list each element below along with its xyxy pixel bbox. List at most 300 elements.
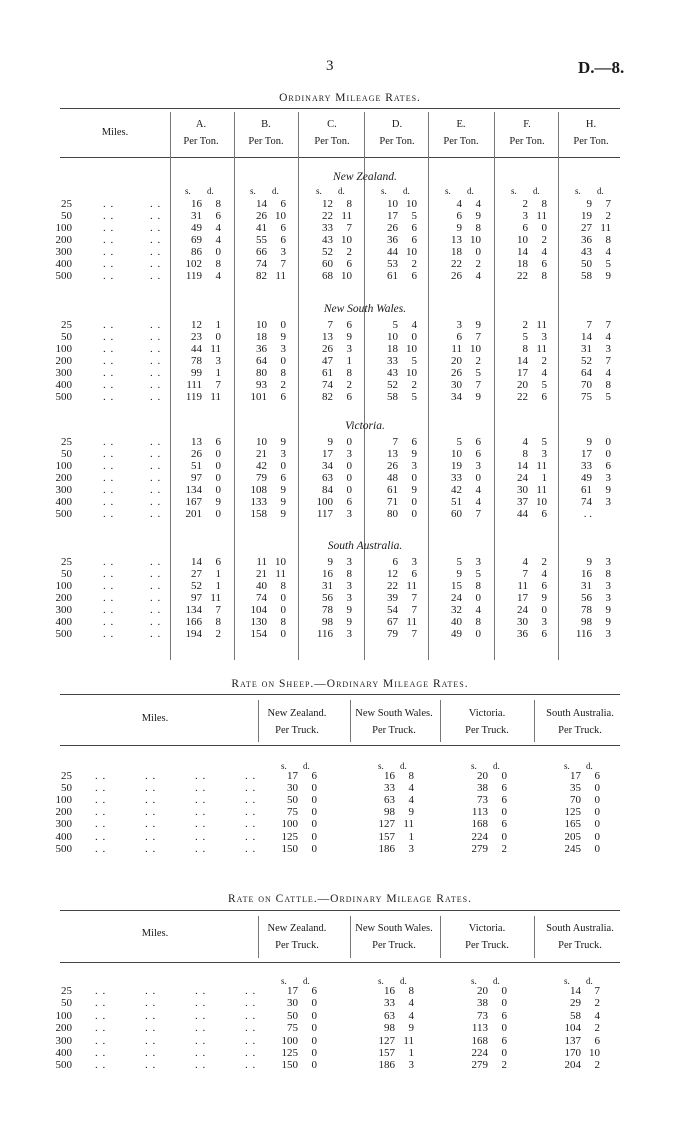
shillings-value: 9 bbox=[586, 198, 592, 210]
leader-dots: . . bbox=[150, 355, 162, 367]
leader-dots: . . bbox=[103, 508, 115, 520]
leader-dots: . . bbox=[150, 379, 162, 391]
shillings-value: 52 bbox=[322, 246, 333, 258]
pence-value: 3 bbox=[605, 472, 611, 484]
shillings-value: 58 bbox=[387, 391, 398, 403]
leader-dots: . . bbox=[145, 794, 157, 806]
pence-value: 3 bbox=[346, 592, 352, 604]
pence-value: 0 bbox=[411, 331, 417, 343]
pence-value: 11 bbox=[341, 210, 352, 222]
shillings-value: 21 bbox=[256, 448, 267, 460]
leader-dots: . . bbox=[95, 1010, 107, 1022]
leader-dots: . . bbox=[150, 331, 162, 343]
leader-dots: . . bbox=[150, 616, 162, 628]
t2-column-header bbox=[441, 705, 533, 739]
shillings-value: 74 bbox=[256, 258, 267, 270]
pence-value: 7 bbox=[475, 508, 481, 520]
shillings-value: 204 bbox=[564, 1059, 581, 1071]
pence-value: 8 bbox=[605, 379, 611, 391]
pence-value: 9 bbox=[280, 484, 286, 496]
t3-column-unit: Per Truck. bbox=[465, 940, 509, 951]
shillings-value: 22 bbox=[322, 210, 333, 222]
leader-dots: . . bbox=[103, 331, 115, 343]
pence-value: 2 bbox=[541, 355, 547, 367]
pence-value: 0 bbox=[311, 843, 317, 855]
shillings-value: 97 bbox=[191, 592, 202, 604]
pence-value: 6 bbox=[475, 448, 481, 460]
shillings-value: 10 bbox=[517, 234, 528, 246]
t1-pence-label: d. bbox=[533, 186, 540, 196]
pence-value: 1 bbox=[215, 367, 221, 379]
pence-value: 7 bbox=[605, 319, 611, 331]
shillings-value: 70 bbox=[581, 379, 592, 391]
pence-value: 5 bbox=[411, 355, 417, 367]
shillings-value: 13 bbox=[191, 436, 202, 448]
pence-value: 9 bbox=[280, 436, 286, 448]
shillings-value: 32 bbox=[451, 604, 462, 616]
miles-value: 25 bbox=[61, 198, 72, 210]
t3-column-header bbox=[441, 920, 533, 954]
t3-column-header bbox=[534, 920, 626, 954]
shillings-value: 113 bbox=[471, 1022, 488, 1034]
pence-value: 4 bbox=[411, 319, 417, 331]
pence-value: 6 bbox=[346, 319, 352, 331]
miles-value: 100 bbox=[55, 222, 72, 234]
shillings-value: 100 bbox=[316, 496, 333, 508]
pence-value: 6 bbox=[215, 556, 221, 568]
shillings-value: 58 bbox=[570, 1010, 581, 1022]
pence-value: 6 bbox=[411, 234, 417, 246]
leader-dots: . . bbox=[103, 319, 115, 331]
shillings-value: 68 bbox=[322, 270, 333, 282]
shillings-value: 11 bbox=[517, 580, 528, 592]
shillings-value: 30 bbox=[287, 782, 298, 794]
shillings-value: 84 bbox=[322, 484, 333, 496]
shillings-value: 9 bbox=[327, 436, 333, 448]
pence-value: 11 bbox=[536, 484, 547, 496]
shillings-value: 31 bbox=[322, 580, 333, 592]
miles-value: 100 bbox=[55, 794, 72, 806]
pence-value: 0 bbox=[215, 460, 221, 472]
pence-value: 4 bbox=[475, 270, 481, 282]
pence-value: 8 bbox=[346, 198, 352, 210]
pence-value: 0 bbox=[311, 1022, 317, 1034]
shillings-value: 17 bbox=[287, 985, 298, 997]
shillings-value: 14 bbox=[517, 460, 528, 472]
miles-value: 400 bbox=[55, 379, 72, 391]
shillings-value: 7 bbox=[522, 568, 528, 580]
shillings-value: 279 bbox=[471, 1059, 488, 1071]
shillings-value: 37 bbox=[517, 496, 528, 508]
leader-dots: . . bbox=[95, 843, 107, 855]
t1-column-unit: Per Ton. bbox=[183, 136, 219, 147]
table-row bbox=[0, 319, 700, 331]
pence-value: 4 bbox=[605, 367, 611, 379]
leader-dots: . . bbox=[195, 818, 207, 830]
pence-value: 8 bbox=[605, 568, 611, 580]
t2-pence-label: d. bbox=[493, 761, 500, 771]
shillings-value: 30 bbox=[287, 997, 298, 1009]
shillings-value: 16 bbox=[384, 770, 395, 782]
shillings-value: 14 bbox=[517, 246, 528, 258]
pence-value: 5 bbox=[411, 210, 417, 222]
miles-value: 500 bbox=[55, 508, 72, 520]
t1-pence-label: d. bbox=[467, 186, 474, 196]
pence-value: 7 bbox=[411, 604, 417, 616]
leader-dots: . . bbox=[145, 806, 157, 818]
pence-value: 6 bbox=[311, 770, 317, 782]
t1-column-unit: Per Ton. bbox=[248, 136, 284, 147]
leader-dots: . . bbox=[103, 628, 115, 640]
document-reference: D.—8. bbox=[578, 58, 625, 77]
shillings-value: 130 bbox=[250, 616, 267, 628]
pence-value: 6 bbox=[541, 580, 547, 592]
pence-value: 11 bbox=[406, 616, 417, 628]
pence-value: 3 bbox=[346, 448, 352, 460]
shillings-value: 116 bbox=[316, 628, 333, 640]
pence-value: 2 bbox=[411, 258, 417, 270]
t2-column-unit: Per Truck. bbox=[558, 725, 602, 736]
leader-dots: . . bbox=[95, 1022, 107, 1034]
shillings-value: 56 bbox=[581, 592, 592, 604]
miles-value: 400 bbox=[55, 616, 72, 628]
shillings-value: 165 bbox=[564, 818, 581, 830]
pence-value: 11 bbox=[210, 343, 221, 355]
shillings-value: 97 bbox=[191, 472, 202, 484]
leader-dots: . . bbox=[245, 843, 257, 855]
leader-dots: . . bbox=[95, 1059, 107, 1071]
shillings-value: 82 bbox=[322, 391, 333, 403]
shillings-value: 80 bbox=[387, 508, 398, 520]
shillings-value: 61 bbox=[581, 484, 592, 496]
shillings-value: 113 bbox=[471, 806, 488, 818]
shillings-value: 21 bbox=[256, 568, 267, 580]
t2-column-unit: Per Truck. bbox=[275, 725, 319, 736]
miles-value: 400 bbox=[55, 496, 72, 508]
pence-value: 3 bbox=[541, 448, 547, 460]
shillings-value: 4 bbox=[522, 436, 528, 448]
pence-value: 8 bbox=[475, 580, 481, 592]
pence-value: 3 bbox=[346, 580, 352, 592]
pence-value: 0 bbox=[346, 484, 352, 496]
shillings-value: 42 bbox=[451, 484, 462, 496]
pence-value: 6 bbox=[280, 198, 286, 210]
table-row bbox=[0, 1022, 700, 1034]
shillings-value: 55 bbox=[256, 234, 267, 246]
pence-value: 5 bbox=[605, 391, 611, 403]
shillings-value: 86 bbox=[191, 246, 202, 258]
pence-value: 3 bbox=[605, 580, 611, 592]
t1-shillings-label: s. bbox=[381, 186, 387, 196]
shillings-value: 61 bbox=[322, 367, 333, 379]
leader-dots: . . bbox=[195, 985, 207, 997]
pence-value: 3 bbox=[280, 343, 286, 355]
table-row bbox=[0, 331, 700, 343]
pence-value: 0 bbox=[346, 436, 352, 448]
pence-value: 0 bbox=[411, 496, 417, 508]
shillings-value: 61 bbox=[387, 270, 398, 282]
shillings-value: 6 bbox=[522, 222, 528, 234]
shillings-value: 18 bbox=[387, 343, 398, 355]
shillings-value: 19 bbox=[451, 460, 462, 472]
shillings-value: 14 bbox=[191, 556, 202, 568]
pence-value: 1 bbox=[215, 580, 221, 592]
leader-dots: . . bbox=[195, 1022, 207, 1034]
pence-value: 5 bbox=[605, 258, 611, 270]
miles-value: 400 bbox=[55, 258, 72, 270]
pence-value: 2 bbox=[346, 379, 352, 391]
pence-value: 0 bbox=[501, 1022, 507, 1034]
shillings-value: 50 bbox=[287, 1010, 298, 1022]
miles-value: 300 bbox=[55, 367, 72, 379]
leader-dots: . . bbox=[245, 782, 257, 794]
pence-value: 11 bbox=[406, 580, 417, 592]
shillings-value: 167 bbox=[185, 496, 202, 508]
pence-value: 9 bbox=[346, 604, 352, 616]
t2-column-name: Victoria. bbox=[468, 708, 506, 719]
leader-dots: . . bbox=[150, 580, 162, 592]
t1-shillings-label: s. bbox=[575, 186, 581, 196]
shillings-value: 34 bbox=[322, 460, 333, 472]
table-row bbox=[0, 806, 700, 818]
shillings-value: 108 bbox=[250, 484, 267, 496]
miles-value: 200 bbox=[55, 806, 72, 818]
t2-column-header bbox=[251, 705, 343, 739]
shillings-value: 60 bbox=[451, 508, 462, 520]
pence-value: 0 bbox=[311, 831, 317, 843]
leader-dots: . . bbox=[150, 391, 162, 403]
shillings-value: 117 bbox=[316, 508, 333, 520]
pence-value: 7 bbox=[411, 592, 417, 604]
pence-value: 0 bbox=[605, 436, 611, 448]
pence-value: 6 bbox=[594, 770, 600, 782]
shillings-value: 10 bbox=[451, 448, 462, 460]
leader-dots: . . bbox=[103, 616, 115, 628]
shillings-value: 10 bbox=[256, 436, 267, 448]
shillings-value: 20 bbox=[477, 985, 488, 997]
table-title-rate-on-sheep: Rate on Sheep.—Ordinary Mileage Rates. bbox=[231, 678, 469, 690]
shillings-value: 17 bbox=[517, 367, 528, 379]
leader-dots: . . bbox=[103, 460, 115, 472]
leader-dots: . . bbox=[150, 246, 162, 258]
pence-value: 0 bbox=[501, 831, 507, 843]
pence-value: 8 bbox=[215, 198, 221, 210]
shillings-value: 42 bbox=[256, 460, 267, 472]
pence-value: 10 bbox=[275, 556, 286, 568]
shillings-value: 36 bbox=[581, 234, 592, 246]
pence-value: 0 bbox=[215, 508, 221, 520]
shillings-value: 49 bbox=[451, 628, 462, 640]
table-row bbox=[0, 1059, 700, 1071]
table-row bbox=[0, 592, 700, 604]
shillings-value: 279 bbox=[471, 843, 488, 855]
miles-value: 200 bbox=[55, 355, 72, 367]
shillings-value: 14 bbox=[570, 985, 581, 997]
shillings-value: 7 bbox=[586, 319, 592, 331]
t3-shillings-label: s. bbox=[281, 976, 287, 986]
table-row bbox=[0, 580, 700, 592]
pence-value: 2 bbox=[475, 355, 481, 367]
pence-value: 2 bbox=[594, 1059, 600, 1071]
t3-column-name: South Australia. bbox=[546, 923, 614, 934]
pence-value: 9 bbox=[475, 391, 481, 403]
pence-value: 11 bbox=[275, 270, 286, 282]
shillings-value: 26 bbox=[387, 460, 398, 472]
leader-dots: . . bbox=[145, 997, 157, 1009]
leader-dots: . . bbox=[103, 472, 115, 484]
t3-pence-label: d. bbox=[493, 976, 500, 986]
shillings-value: 33 bbox=[451, 472, 462, 484]
shillings-value: 104 bbox=[250, 604, 267, 616]
table1-top-rule bbox=[60, 108, 620, 109]
miles-value: 50 bbox=[61, 997, 72, 1009]
shillings-value: 75 bbox=[287, 806, 298, 818]
pence-value: 3 bbox=[411, 460, 417, 472]
shillings-value: 104 bbox=[564, 1022, 581, 1034]
shillings-value: 33 bbox=[387, 355, 398, 367]
table-row bbox=[0, 770, 700, 782]
leader-dots: . . bbox=[195, 831, 207, 843]
shillings-value: 36 bbox=[387, 234, 398, 246]
shillings-value: 79 bbox=[256, 472, 267, 484]
table-row bbox=[0, 448, 700, 460]
pence-value: 3 bbox=[215, 355, 221, 367]
shillings-value: 49 bbox=[581, 472, 592, 484]
shillings-value: 168 bbox=[471, 818, 488, 830]
pence-value: 2 bbox=[475, 258, 481, 270]
pence-value: 3 bbox=[408, 1059, 414, 1071]
shillings-value: 98 bbox=[384, 1022, 395, 1034]
table-row bbox=[0, 1035, 700, 1047]
pence-value: 0 bbox=[501, 806, 507, 818]
leader-dots: . . bbox=[103, 234, 115, 246]
t1-column-header bbox=[545, 116, 637, 150]
t1-column-unit: Per Ton. bbox=[314, 136, 350, 147]
shillings-value: 30 bbox=[517, 616, 528, 628]
miles-value: 25 bbox=[61, 319, 72, 331]
leader-dots: . . bbox=[245, 794, 257, 806]
pence-value: 3 bbox=[605, 496, 611, 508]
pence-value: 8 bbox=[475, 222, 481, 234]
shillings-value: 38 bbox=[477, 997, 488, 1009]
leader-dots: . . bbox=[245, 1022, 257, 1034]
miles-value: 300 bbox=[55, 246, 72, 258]
shillings-value: 54 bbox=[387, 604, 398, 616]
leader-dots: . . bbox=[150, 508, 162, 520]
pence-value: 11 bbox=[210, 592, 221, 604]
leader-dots: . . bbox=[150, 198, 162, 210]
miles-value: 200 bbox=[55, 592, 72, 604]
pence-value: 2 bbox=[411, 379, 417, 391]
t2-column-name: South Australia. bbox=[546, 708, 614, 719]
shillings-value: 8 bbox=[522, 448, 528, 460]
pence-value: 8 bbox=[475, 616, 481, 628]
shillings-value: 17 bbox=[322, 448, 333, 460]
pence-value: 9 bbox=[605, 616, 611, 628]
table-title-ordinary-mileage-rates: Ordinary Mileage Rates. bbox=[279, 92, 421, 104]
shillings-value: 125 bbox=[281, 1047, 298, 1059]
t1-pence-label: d. bbox=[403, 186, 410, 196]
pence-value: 4 bbox=[541, 246, 547, 258]
leader-dots: . . bbox=[150, 496, 162, 508]
shillings-value: 10 bbox=[256, 319, 267, 331]
leader-dots: . . bbox=[95, 1047, 107, 1059]
pence-value: 1 bbox=[215, 568, 221, 580]
table-row bbox=[0, 985, 700, 997]
pence-value: 9 bbox=[346, 331, 352, 343]
shillings-value: 18 bbox=[451, 246, 462, 258]
pence-value: 6 bbox=[501, 1035, 507, 1047]
shillings-value: 22 bbox=[517, 391, 528, 403]
leader-dots: . . bbox=[103, 592, 115, 604]
pence-value: 2 bbox=[501, 843, 507, 855]
shillings-value: 150 bbox=[281, 843, 298, 855]
shillings-value: 9 bbox=[456, 568, 462, 580]
leader-dots: . . bbox=[245, 818, 257, 830]
pence-value: 0 bbox=[475, 472, 481, 484]
pence-value: 7 bbox=[215, 604, 221, 616]
shillings-value: 20 bbox=[477, 770, 488, 782]
leader-dots: . . bbox=[145, 1047, 157, 1059]
shillings-value: 61 bbox=[387, 484, 398, 496]
pence-value: 9 bbox=[605, 270, 611, 282]
leader-dots: . . bbox=[245, 806, 257, 818]
shillings-value: 67 bbox=[387, 616, 398, 628]
miles-value: 50 bbox=[61, 331, 72, 343]
leader-dots: . . bbox=[95, 794, 107, 806]
pence-value: 6 bbox=[541, 628, 547, 640]
t3-column-unit: Per Truck. bbox=[558, 940, 602, 951]
leader-dots: . . bbox=[145, 985, 157, 997]
t1-shillings-label: s. bbox=[445, 186, 451, 196]
pence-value: 6 bbox=[311, 985, 317, 997]
miles-value: 200 bbox=[55, 1022, 72, 1034]
t2-pence-label: d. bbox=[586, 761, 593, 771]
shillings-value: 24 bbox=[517, 472, 528, 484]
shillings-value: 38 bbox=[477, 782, 488, 794]
table-row bbox=[0, 379, 700, 391]
shillings-value: 158 bbox=[250, 508, 267, 520]
shillings-value: 64 bbox=[256, 355, 267, 367]
t1-pence-label: d. bbox=[207, 186, 214, 196]
shillings-value: 74 bbox=[322, 379, 333, 391]
miles-value: 50 bbox=[61, 210, 72, 222]
shillings-value: 56 bbox=[322, 592, 333, 604]
leader-dots: . . bbox=[145, 782, 157, 794]
leader-dots: . . bbox=[103, 367, 115, 379]
leader-dots: . . bbox=[145, 1035, 157, 1047]
pence-value: 0 bbox=[280, 628, 286, 640]
shillings-value: 80 bbox=[256, 367, 267, 379]
pence-value: 6 bbox=[541, 508, 547, 520]
pence-value: 6 bbox=[594, 1035, 600, 1047]
pence-value: 0 bbox=[501, 997, 507, 1009]
shillings-value: 43 bbox=[322, 234, 333, 246]
pence-value: 3 bbox=[346, 508, 352, 520]
pence-value: 9 bbox=[475, 210, 481, 222]
shillings-value: 125 bbox=[281, 831, 298, 843]
section-heading: New South Wales. bbox=[323, 303, 407, 315]
table-row bbox=[0, 367, 700, 379]
pence-value: 8 bbox=[541, 270, 547, 282]
t1-column-unit: Per Ton. bbox=[379, 136, 415, 147]
shillings-value: 134 bbox=[185, 484, 202, 496]
pence-value: 0 bbox=[594, 831, 600, 843]
leader-dots: . . bbox=[103, 448, 115, 460]
shillings-value: 127 bbox=[378, 818, 395, 830]
shillings-value: 133 bbox=[250, 496, 267, 508]
miles-value: 50 bbox=[61, 568, 72, 580]
